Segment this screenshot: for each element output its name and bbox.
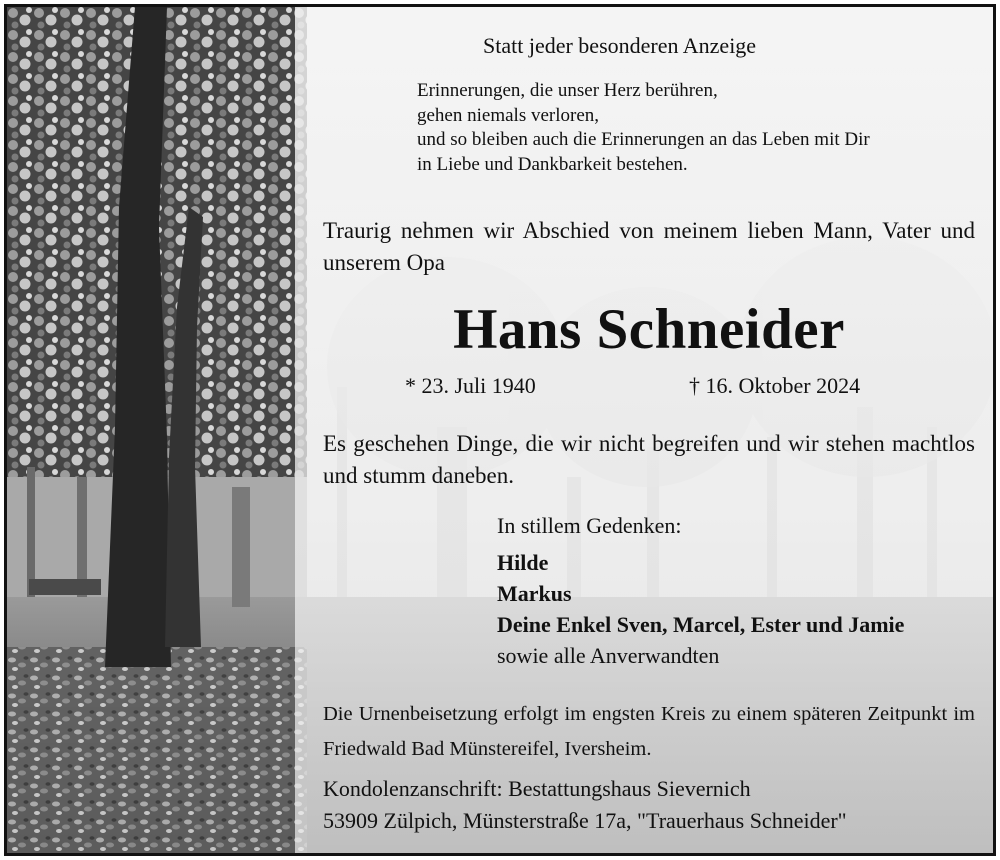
family-grandchildren: Deine Enkel Sven, Marcel, Ester und Jamie	[497, 612, 905, 637]
family-member-son: Markus	[497, 581, 572, 606]
deceased-name: Hans Schneider	[453, 298, 845, 361]
poem-line: Erinnerungen, die unser Herz berühren,	[417, 80, 718, 101]
burial-info: Die Urnenbeisetzung erfolgt im engsten Kreis zu einem späteren Zeitpunkt im Friedwald Bad Münstereifel, Iversheim.	[323, 703, 975, 760]
condolence-address	[323, 773, 847, 837]
obituary-frame	[4, 4, 996, 856]
poem	[417, 79, 870, 177]
poem-line: und so bleiben auch die Erinnerungen an das Leben mit Dir	[417, 129, 870, 150]
condolence-line: Kondolenzanschrift: Bestattungshaus Sievernich	[323, 776, 751, 801]
poem-line: gehen niemals verloren,	[417, 104, 600, 126]
obituary-text	[7, 7, 993, 853]
quote-text: Es geschehen Dinge, die wir nicht begreifen und wir stehen machtlos und stumm daneben.	[323, 431, 975, 488]
poem-line: in Liebe und Dankbarkeit bestehen.	[417, 153, 688, 175]
family-relatives: sowie alle Anverwandten	[497, 643, 720, 668]
notice-header: Statt jeder besonderen Anzeige	[483, 33, 757, 58]
condolence-line: 53909 Zülpich, Münsterstraße 17a, "Trauerhaus Schneider"	[323, 808, 847, 833]
death-date: † 16. Oktober 2024	[689, 373, 861, 398]
farewell-intro: Traurig nehmen wir Abschied von meinem lieben Mann, Vater und unserem Opa	[323, 218, 975, 275]
family-member-wife: Hilde	[497, 550, 549, 575]
family-list	[497, 547, 904, 671]
memory-label: In stillem Gedenken:	[497, 513, 682, 538]
birth-date: * 23. Juli 1940	[405, 373, 536, 398]
